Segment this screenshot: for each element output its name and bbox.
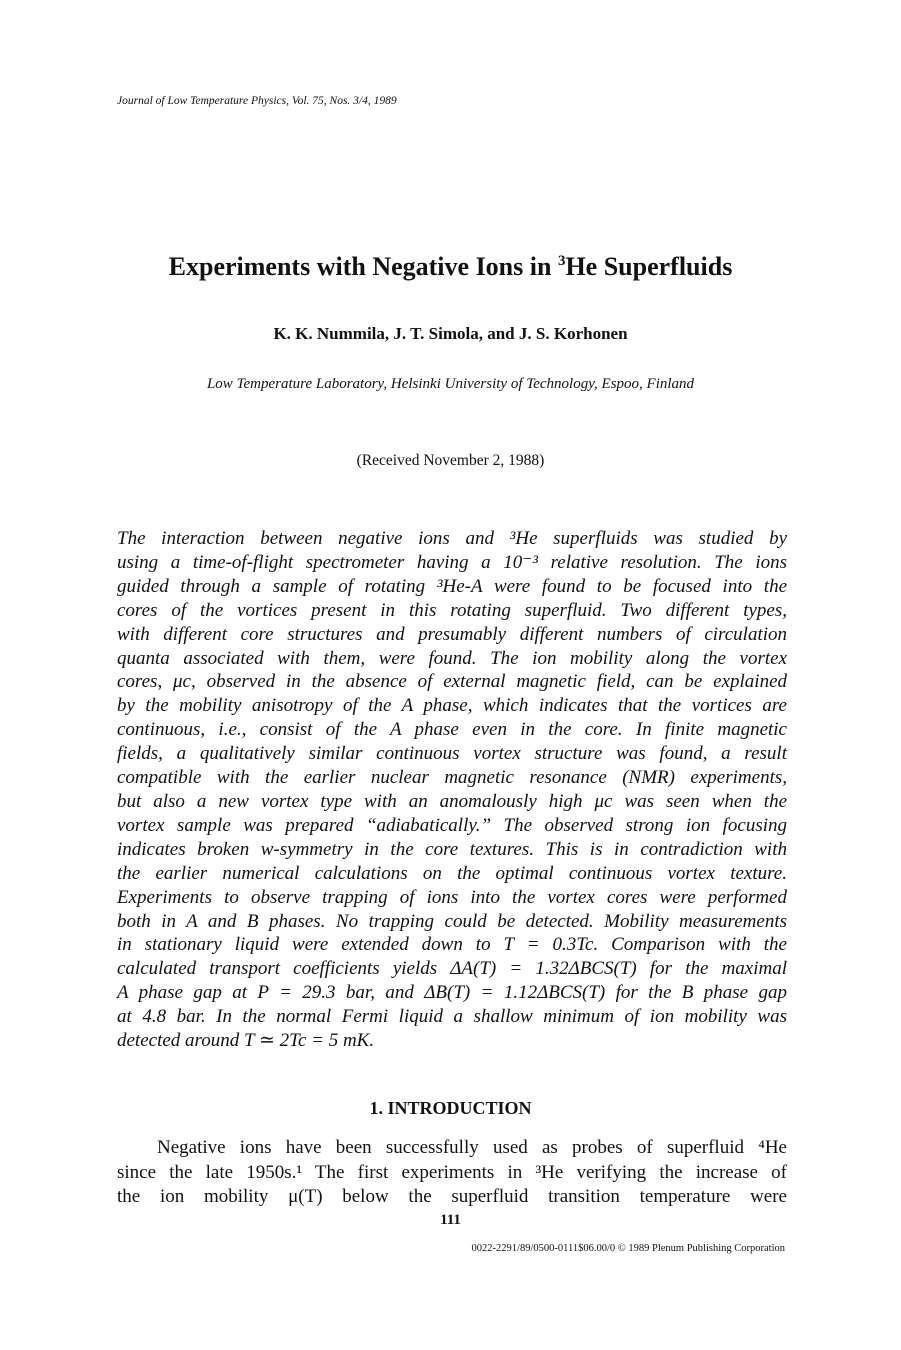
intro-paragraph xyxy=(117,1136,787,1210)
abstract-line: quanta associated with them, were found. The ion mobility along the vortex xyxy=(117,647,787,669)
abstract-line: cores of the vortices present in this rotating superfluid. Two different types, xyxy=(117,599,787,621)
title-text-after: He Superfluids xyxy=(565,252,733,281)
abstract-line: Experiments to observe trapping of ions into the vortex cores were performed xyxy=(117,886,787,908)
abstract-line: vortex sample was prepared “adiabatically.” The observed strong ion focusing xyxy=(117,814,787,836)
abstract-line: continuous, i.e., consist of the A phase even in the core. In finite magnetic xyxy=(117,719,787,741)
intro-line: Negative ions have been successfully used as probes of superfluid ⁴He xyxy=(157,1137,787,1158)
affiliation: Low Temperature Laboratory, Helsinki University of Technology, Espoo, Finland xyxy=(206,376,695,392)
intro-line: since the late 1950s.¹ The first experiments in ³He verifying the increase of xyxy=(117,1161,787,1183)
abstract-line: calculated transport coefficients yields ΔA(T) = 1.32ΔBCS(T) for the maximal xyxy=(117,958,787,980)
abstract-line: cores, μc, observed in the absence of external magnetic field, can be explained xyxy=(117,671,787,693)
abstract-line: fields, a qualitatively similar continuous vortex structure was found, a result xyxy=(117,743,787,765)
paper-title xyxy=(0,252,901,282)
abstract-line: at 4.8 bar. In the normal Fermi liquid a shallow minimum of ion mobility was xyxy=(117,1006,787,1028)
abstract-line: compatible with the earlier nuclear magnetic resonance (NMR) experiments, xyxy=(117,767,787,789)
journal-header: Journal of Low Temperature Physics, Vol. 75, Nos. 3/4, 1989 xyxy=(117,95,397,107)
section-heading: 1. INTRODUCTION xyxy=(369,1098,532,1118)
abstract-line: but also a new vortex type with an anomalously high μc was seen when the xyxy=(117,790,787,812)
abstract xyxy=(117,527,787,1053)
abstract-line: in stationary liquid were extended down to T = 0.3Tc. Comparison with the xyxy=(117,934,787,956)
abstract-line: with different core structures and presumably different numbers of circulation xyxy=(117,623,787,645)
abstract-line: the earlier numerical calculations on the optimal continuous vortex texture. xyxy=(117,862,787,884)
author-list: K. K. Nummila, J. T. Simola, and J. S. Korhonen xyxy=(273,324,628,343)
intro-line: the ion mobility μ(T) below the superfluid transition temperature were xyxy=(117,1186,787,1207)
abstract-line: The interaction between negative ions and ³He superfluids was studied by xyxy=(117,528,787,549)
title-superscript: 3 xyxy=(557,253,566,269)
abstract-line: A phase gap at P = 29.3 bar, and ΔB(T) = 1.12ΔBCS(T) for the B phase gap xyxy=(117,982,787,1004)
title-text-before: Experiments with Negative Ions in xyxy=(168,252,558,281)
page-number: 111 xyxy=(440,1212,461,1228)
copyright-notice: 0022-2291/89/0500-0111$06.00/0 © 1989 Plenum Publishing Corporation xyxy=(471,1243,785,1254)
received-date: (Received November 2, 1988) xyxy=(356,452,545,469)
abstract-line: guided through a sample of rotating ³He-A were found to be focused into the xyxy=(117,575,787,597)
abstract-line: using a time-of-flight spectrometer having a 10⁻³ relative resolution. The ions xyxy=(117,551,787,573)
abstract-line: by the mobility anisotropy of the A phase, which indicates that the vortices are xyxy=(117,695,787,717)
abstract-line: indicates broken w-symmetry in the core textures. This is in contradiction with xyxy=(117,838,787,860)
abstract-line: detected around T ≃ 2Tc = 5 mK. xyxy=(117,1030,375,1052)
abstract-line: both in A and B phases. No trapping could be detected. Mobility measurements xyxy=(117,910,787,932)
